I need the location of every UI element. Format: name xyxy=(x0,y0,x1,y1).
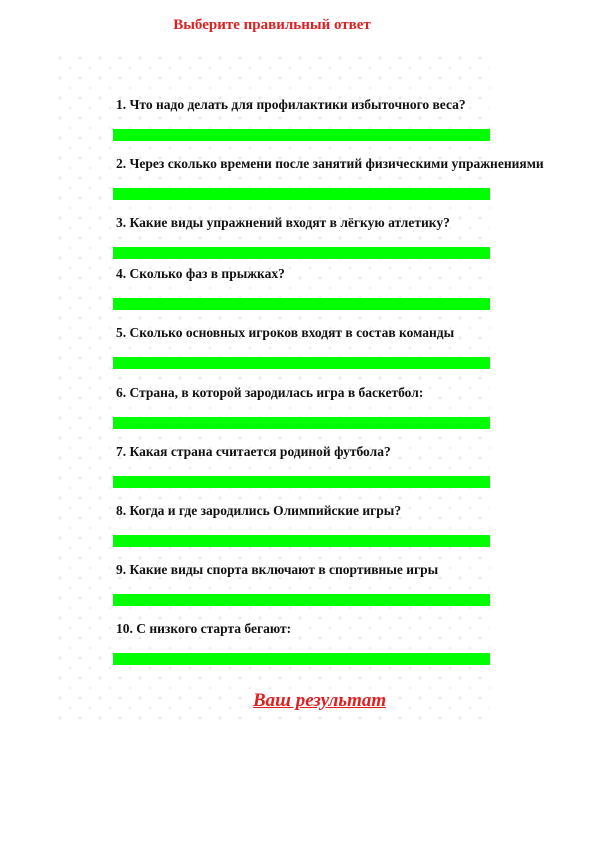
question-text: 8. Когда и где зародились Олимпийские игры? xyxy=(116,503,402,518)
question-text: 1. Что надо делать для профилактики избыточного веса? xyxy=(116,97,466,112)
question-text: 2. Через сколько времени после занятий физическими упражнениями xyxy=(116,156,544,171)
answer-field[interactable] xyxy=(113,653,490,665)
quiz-title: Выберите правильный ответ xyxy=(173,17,371,33)
question-text: 9. Какие виды спорта включают в спортивные игры xyxy=(116,562,439,577)
answer-field[interactable] xyxy=(113,417,490,429)
answer-field[interactable] xyxy=(113,357,490,369)
question-text: 10. С низкого старта бегают: xyxy=(116,621,292,636)
question-text: 5. Сколько основных игроков входят в состав команды xyxy=(116,325,455,340)
answer-field[interactable] xyxy=(113,247,490,259)
result-link[interactable]: Ваш результат xyxy=(253,690,387,711)
answer-field[interactable] xyxy=(113,129,490,141)
answer-field[interactable] xyxy=(113,188,490,200)
answer-field[interactable] xyxy=(113,535,490,547)
answer-field[interactable] xyxy=(113,298,490,310)
question-text: 4. Сколько фаз в прыжках? xyxy=(116,266,285,281)
answer-field[interactable] xyxy=(113,476,490,488)
question-text: 6. Страна, в которой зародилась игра в баскетбол: xyxy=(116,385,424,400)
question-text: 3. Какие виды упражнений входят в лёгкую атлетику? xyxy=(116,215,450,230)
question-text: 7. Какая страна считается родиной футбола? xyxy=(116,444,391,459)
answer-field[interactable] xyxy=(113,594,490,606)
